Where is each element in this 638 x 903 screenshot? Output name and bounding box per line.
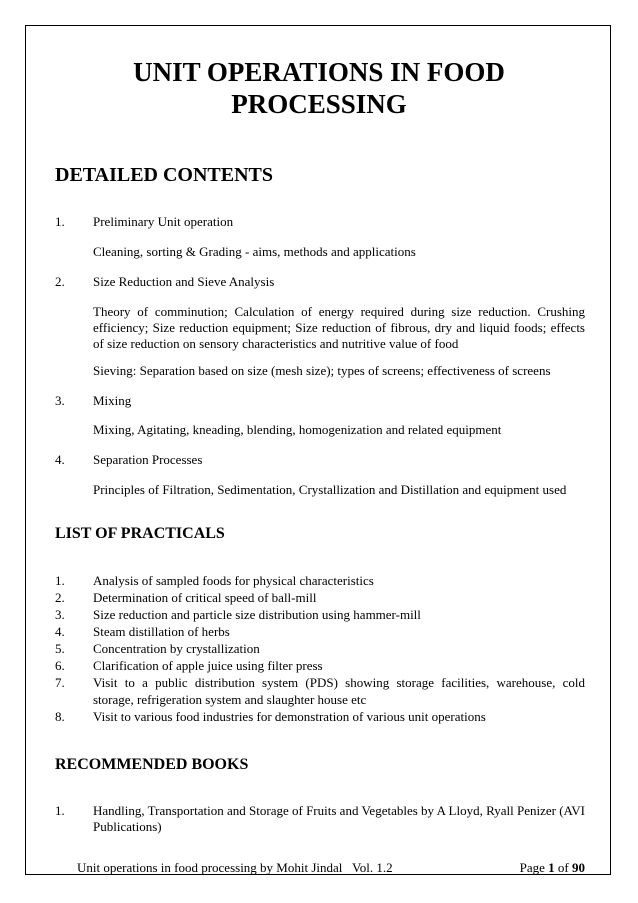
practical-number: 1.: [55, 573, 65, 588]
contents-item-4-number: 4.: [55, 452, 65, 467]
contents-item-3-desc: Mixing, Agitating, kneading, blending, homogenization and related equipment: [93, 422, 502, 437]
practical-text: Determination of critical speed of ball-mill: [93, 590, 317, 605]
document-title: [0, 56, 638, 120]
book-1-text: Handling, Transportation and Storage of Fruits and Vegetables by A Lloyd, Ryall Penizer (AVI Publications): [93, 803, 585, 834]
list-item: [55, 589, 585, 606]
practical-text: Visit to a public distribution system (PDS) showing storage facilities, warehouse, cold storage, refrigeration system and slaughter house etc: [93, 675, 585, 707]
books-heading: RECOMMENDED BOOKS: [55, 756, 249, 773]
practical-number: 5.: [55, 641, 65, 656]
list-item: [55, 640, 585, 657]
footer-title: Unit operations in food processing by Mohit Jindal: [77, 860, 343, 875]
contents-item-2-desc-2: Sieving: Separation based on size (mesh size); types of screens; effectiveness of screens: [93, 363, 551, 378]
list-item: [55, 674, 585, 708]
page-border: [25, 25, 611, 875]
practical-number: 6.: [55, 658, 65, 673]
page-word: Page: [519, 860, 545, 875]
contents-item-2-desc-1: Theory of comminution; Calculation of energy required during size reduction. Crushing efficiency; Size reduction equipment; Size reduction of fibrous, dry and liquid foods; effects of size reduction on sensory characteristics and nutritive value of food: [93, 304, 585, 351]
title-line-1: UNIT OPERATIONS IN FOOD: [133, 57, 505, 87]
practicals-list: [55, 572, 585, 725]
contents-item-1-title: Preliminary Unit operation: [93, 214, 234, 229]
detailed-contents-heading: DETAILED CONTENTS: [55, 164, 274, 186]
contents-item-3-number: 3.: [55, 393, 65, 408]
list-item: [55, 572, 585, 589]
contents-item-2-title: Size Reduction and Sieve Analysis: [93, 274, 275, 289]
list-item: [55, 606, 585, 623]
practical-text: Steam distillation of herbs: [93, 624, 230, 639]
list-item: [55, 623, 585, 640]
contents-item-1-desc: Cleaning, sorting & Grading - aims, methods and applications: [93, 244, 416, 259]
title-line-2: PROCESSING: [231, 89, 407, 119]
practical-text: Clarification of apple juice using filter press: [93, 658, 323, 673]
book-1-number: 1.: [55, 803, 65, 818]
list-item: [55, 657, 585, 674]
contents-item-2-number: 2.: [55, 274, 65, 289]
contents-item-4-desc: Principles of Filtration, Sedimentation, Crystallization and Distillation and equipment used: [93, 482, 567, 497]
practical-number: 3.: [55, 607, 65, 622]
practical-text: Visit to various food industries for demonstration of various unit operations: [93, 709, 486, 724]
of-word: of: [557, 860, 569, 875]
contents-item-3-title: Mixing: [93, 393, 132, 408]
page-number: 1: [548, 860, 555, 875]
practical-text: Size reduction and particle size distribution using hammer-mill: [93, 607, 421, 622]
page-indicator: [520, 860, 585, 876]
footer-volume: Vol. 1.2: [352, 860, 393, 875]
practical-number: 4.: [55, 624, 65, 639]
contents-item-1-number: 1.: [55, 214, 65, 229]
practical-number: 8.: [55, 709, 65, 724]
practical-number: 7.: [55, 675, 65, 690]
contents-item-4-title: Separation Processes: [93, 452, 203, 467]
practical-text: Analysis of sampled foods for physical characteristics: [93, 573, 374, 588]
practical-text: Concentration by crystallization: [93, 641, 260, 656]
total-pages: 90: [572, 860, 585, 875]
practical-number: 2.: [55, 590, 65, 605]
list-item: [55, 708, 585, 725]
practicals-heading: LIST OF PRACTICALS: [55, 525, 225, 542]
